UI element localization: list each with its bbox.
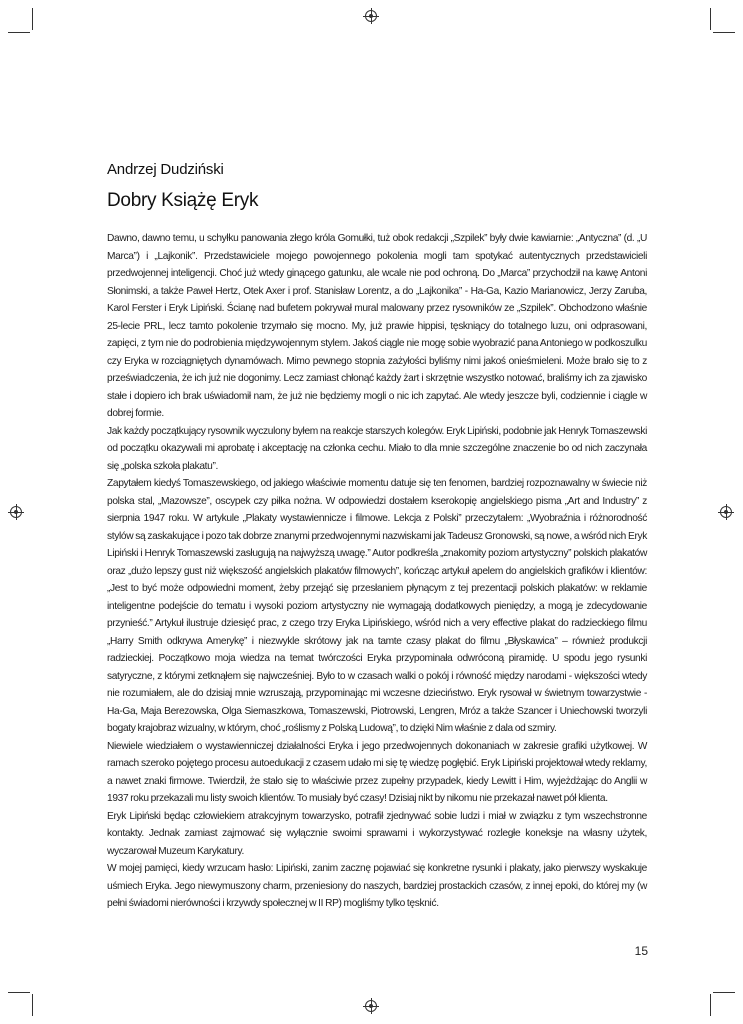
registration-mark-right-icon (720, 506, 732, 518)
registration-mark-bottom-icon (365, 1000, 377, 1012)
paragraph: Eryk Lipiński będąc człowiekiem atrakcyjnym towarzysko, potrafił zjednywać sobie ludzi i miał w związku z tym wszechstronne kontakty. Jednak zamiast zajmować się wyłącznie swoimi sprawami i wykorzystywać rozległe koneksje na własny użytek, wyczarował Muzeum Karykatury. (107, 810, 647, 857)
article-body (107, 230, 647, 913)
crop-mark-bottom-right (710, 994, 711, 1016)
registration-mark-top-icon (365, 10, 377, 22)
paragraph: Dawno, dawno temu, u schyłku panowania złego króla Gomułki, tuż obok redakcji „Szpilek” były dwie kawiarnie: „Antyczna” (d. „U Marca”) i „Lajkonik”. Przedstawiciele mojego powojennego pokolenia mogli tam spotykać autentycznych przedstawicieli przedwojennej inteligencji. Choć już wtedy ginącego gatunku, ale wcale nie pod ochroną. Do „Marca” przychodził na kawę Antoni Słonimski, a także Paweł Hertz, Otek Axer i prof. Stanisław Lorentz, a do „Lajkonika” - Ha-Ga, Kazio Marianowicz, Jerzy Zaruba, Karol Ferster i Eryk Lipiński. Ścianę nad bufetem pokrywał mural malowany przez rysowników ze „Szpilek”. Obchodzono właśnie 25-lecie PRL, lecz tamto pokolenie trzymało się mocno. My, już prawie hippisi, tęskniący do totalnego luzu, oni odprasowani, zapięci, z tym nie do podrobienia międzywojennym stylem. Jakoś ciągle nie mogę sobie wyobrazić pana Antoniego w podkoszulku czy Eryka w rozciągniętych dynamówach. Mimo pewnego stopnia zażyłości byliśmy nimi jakoś onieśmieleni. Może brało się to z przeświadczenia, że ich już nie dogonimy. Lecz zamiast chłonąć każdy żart i skrzętnie wszystko notować, braliśmy ich za zjawisko stałe i dopiero ich brak uświadomił nam, że już nie będziemy mogli o nic ich zapytać. Ale wtedy jeszcze byli, codziennie i ciągle w dobrej formie. (107, 233, 647, 419)
crop-mark-bottom-left (32, 994, 33, 1016)
crop-mark-top-right (710, 8, 711, 30)
crop-mark-bottom-left-h (8, 992, 30, 993)
registration-mark-left-icon (10, 506, 22, 518)
crop-mark-top-left (32, 8, 33, 30)
paragraph: W mojej pamięci, kiedy wrzucam hasło: Lipiński, zanim zacznę pojawiać się konkretne rysunki i plakaty, jako pierwszy wyskakuje uśmiech Eryka. Jego niewymuszony charm, przeniesiony do naszych, bardziej prostackich czasów, z innej epoki, do której my (w pełni świadomi nierówności i krzywdy społecznej w II RP) mogliśmy tylko tęsknić. (107, 863, 647, 909)
page-number: 15 (634, 944, 648, 958)
article-author: Andrzej Dudziński (107, 161, 224, 178)
crop-mark-bottom-right-h (713, 992, 735, 993)
article-title: Dobry Książę Eryk (107, 190, 259, 211)
paragraph: Niewiele wiedziałem o wystawienniczej działalności Eryka i jego przedwojennych dokonaniach w zakresie grafiki użytkowej. W ramach szeroko pojętego procesu autoedukacji z czasem udało mi się tę wiedzę pogłębić. Eryk Lipiński projektował wtedy reklamy, a nawet znaki firmowe. Twierdził, że stało się to właściwie przez zupełny przypadek, kiedy Lewitt i Him, wyjeżdżając do Anglii w 1937 roku przekazali mu listy swoich klientów. To musiały być czasy! Dzisiaj nikt by nikomu nie przekazał nawet pół klienta. (107, 740, 647, 804)
paragraph: Zapytałem kiedyś Tomaszewskiego, od jakiego właściwie momentu datuje się ten fenomen, bardziej rozpoznawalny w świecie niż polska stal, „Mazowsze”, oscypek czy piłka nożna. W odpowiedzi dostałem kserokopię angielskiego pisma „Art and Industry” z sierpnia 1947 roku. W artykule „Plakaty wystawiennicze i filmowe. Lekcja z Polski” przeczytałem: „Wyobraźnia i różnorodność stylów są zaskakujące i pozo tak dobrze znanymi przedwojennymi nazwiskami jak Tadeusz Gronowski, są nowe, a wśród nich Eryk Lipiński i Henryk Tomaszewski zasługują na najwyższą uwagę.” Autor podkreśla „znakomity poziom artystyczny” polskich plakatów oraz „dużo lepszy gust niż większość angielskich plakatów filmowych”, kończąc artykuł apelem do angielskich grafików i klientów: „Jest to być może odpowiedni moment, żeby przejąć się przesłaniem płynącym z tej prezentacji polskich plakatów: w reklamie inteligentne podejście do tematu i wysoki poziom artystyczny nie wymagają dodatkowych pieniędzy, a mogą je zdecydowanie przynieść.” Artykuł ilustruje dziesięć prac, z czego trzy Eryka Lipińskiego, wśród nich a very effective plakat do radzieckiego filmu „Harry Smith odkrywa Amerykę” i niezwykle skrótowy jak na tamte czasy plakat do filmu „Błyskawica” – również produkcji radzieckiej. Początkowo moja wiedza na temat twórczości Eryka przypominała odwróconą piramidę. U spodu jego rysunki satyryczne, z którymi zetknąłem się najwcześniej. Było to w czasach walki o pokój i równość między narodami - większości wtedy nie rozumiałem, ale do dzisiaj mnie wzruszają, przypominając mi wczesne dzieciństwo. Eryk rysował w świetnym towarzystwie - Ha-Ga, Maja Berezowska, Olga Siemaszkowa, Tomaszewski, Piotrowski, Lengren, Mróz a także Szancer i Uniechowski tworzyli bogaty krajobraz wizualny, w którym, choć „roślismy z Polską Ludową”, to dzięki Nim właśnie z dala od szmiry. (107, 478, 647, 734)
crop-mark-top-right-h (713, 32, 735, 33)
crop-mark-top-left-h (8, 32, 30, 33)
paragraph: Jak każdy początkujący rysownik wyczulony byłem na reakcje starszych kolegów. Eryk Lipiński, podobnie jak Henryk Tomaszewski od początku okazywali mi aprobatę i akceptację na członka cechu. Miało to dla mnie szczególne znaczenie bo od nich zaczynała się „polska szkoła plakatu”. (107, 425, 647, 472)
